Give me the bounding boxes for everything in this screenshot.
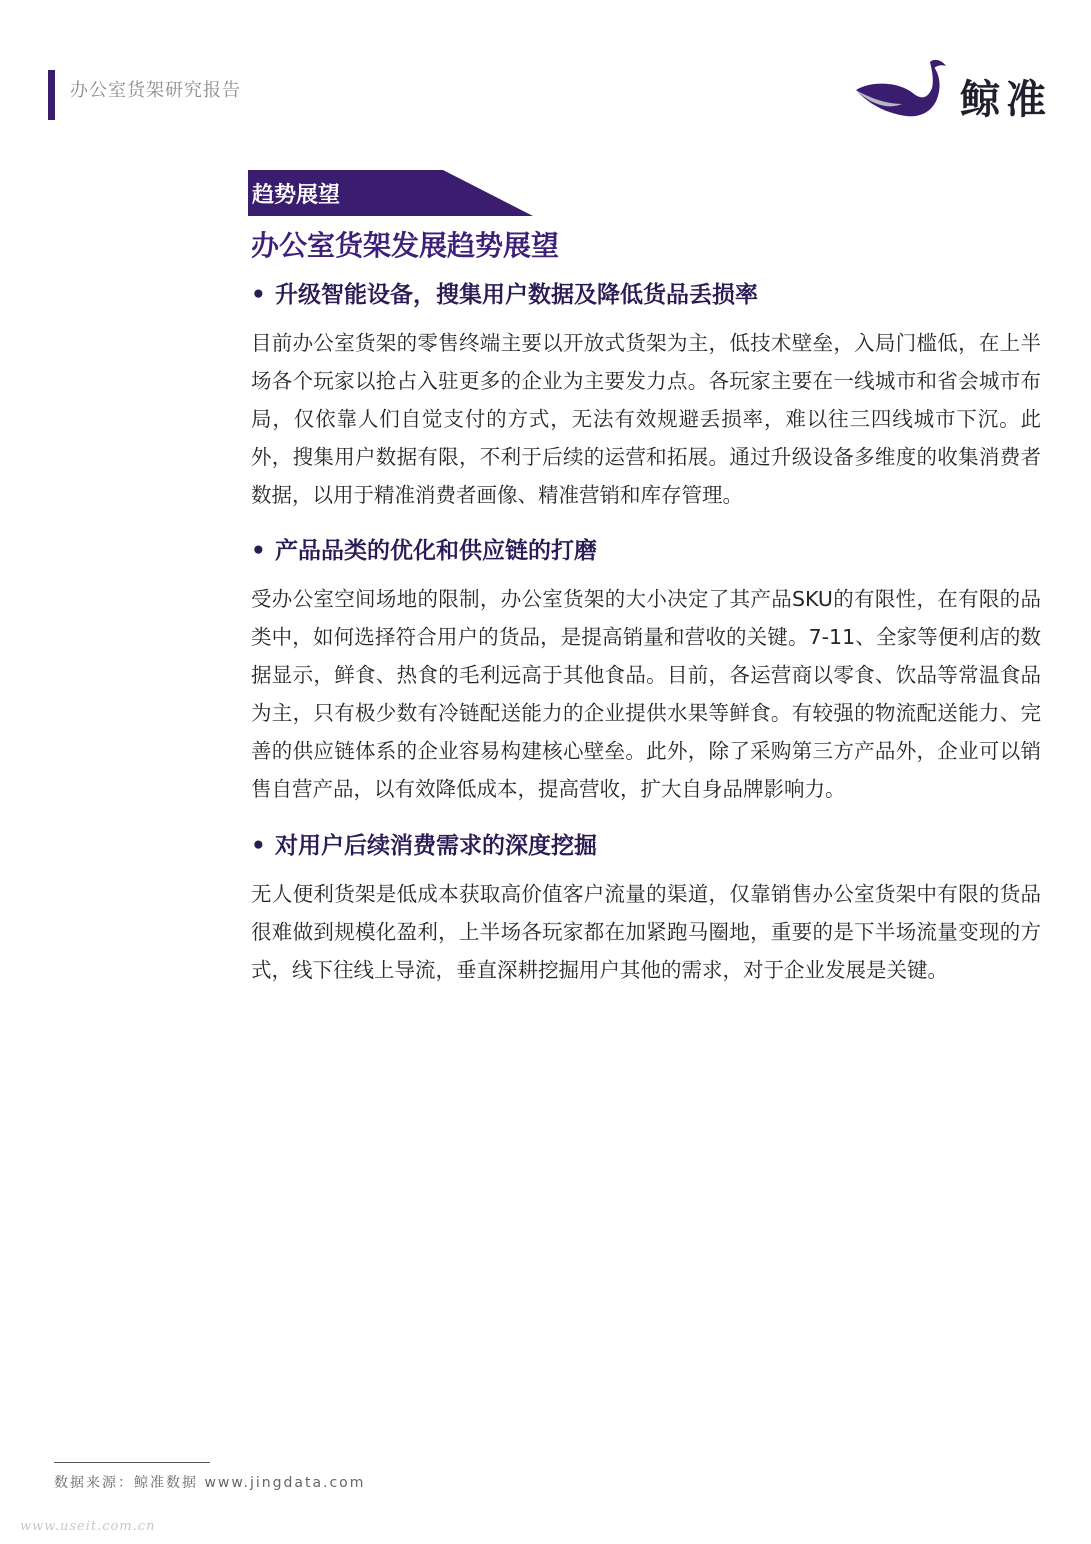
- section-heading-text: 对用户后续消费需求的深度挖掘: [275, 833, 597, 859]
- section-paragraph: 无人便利货架是低成本获取高价值客户流量的渠道，仅靠销售办公室货架中有限的货品很难做到规模化盈利，上半场各玩家都在加紧跑马圈地，重要的是下半场流量变现的方式，线下往线上导流，垂直深耕挖掘用户其他的需求，对于企业发展是关键。: [251, 882, 1041, 982]
- data-source-note: 数据来源：鲸准数据 www.jingdata.com: [54, 1475, 366, 1491]
- section-tag-label: 趋势展望: [252, 183, 341, 208]
- brand-logo: [852, 58, 1052, 130]
- bullet-icon: •: [251, 833, 266, 859]
- footer-divider: [54, 1462, 210, 1463]
- brand-name: 鲸准: [960, 77, 1052, 123]
- section-paragraph: 目前办公室货架的零售终端主要以开放式货架为主，低技术壁垒，入局门槛低，在上半场各个玩家以抢占入驻更多的企业为主要发力点。各玩家主要在一线城市和省会城市布局，仅依靠人们自觉支付的方式，无法有效规避丢损率，难以往三四线城市下沉。此外，搜集用户数据有限，不利于后续的运营和拓展。通过升级设备多维度的收集消费者数据，以用于精准消费者画像、精准营销和库存管理。: [251, 331, 1041, 507]
- section-heading: [251, 827, 597, 860]
- watermark: www.useit.com.cn: [20, 1519, 156, 1534]
- section-heading: [251, 532, 597, 565]
- section-heading-text: 升级智能设备，搜集用户数据及降低货品丢损率: [275, 282, 758, 308]
- bullet-icon: •: [251, 538, 266, 564]
- section-tag: [248, 170, 533, 216]
- page-title: 办公室货架发展趋势展望: [251, 229, 560, 262]
- header-accent-bar: [48, 70, 55, 120]
- bullet-icon: •: [251, 282, 266, 308]
- section-heading: [251, 276, 758, 309]
- whale-logo-icon: [852, 58, 952, 130]
- report-title: 办公室货架研究报告: [70, 80, 241, 101]
- section-paragraph: 受办公室空间场地的限制，办公室货架的大小决定了其产品SKU的有限性，在有限的品类中，如何选择符合用户的货品，是提高销量和营收的关键。7-11、全家等便利店的数据显示，鲜食、热食的毛利远高于其他食品。目前，各运营商以零食、饮品等常温食品为主，只有极少数有冷链配送能力的企业提供水果等鲜食。有较强的物流配送能力、完善的供应链体系的企业容易构建核心壁垒。此外，除了采购第三方产品外，企业可以销售自营产品，以有效降低成本，提高营收，扩大自身品牌影响力。: [251, 587, 1041, 801]
- section-heading-text: 产品品类的优化和供应链的打磨: [275, 538, 597, 564]
